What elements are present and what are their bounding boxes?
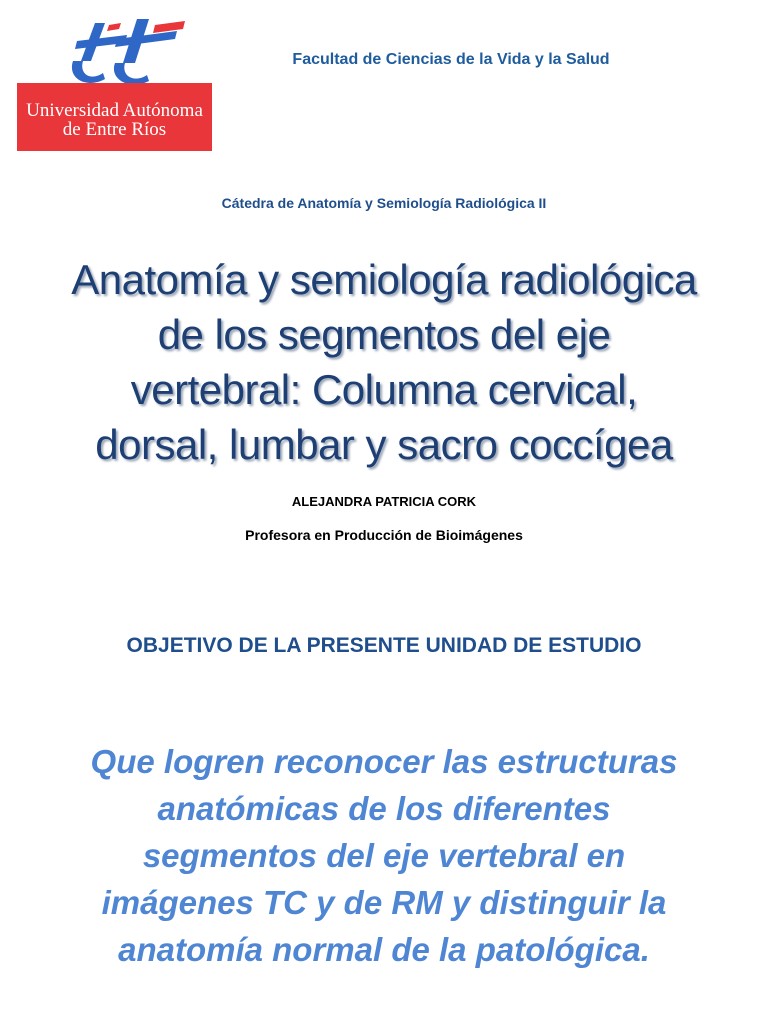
objective-line: anatomía normal de la patológica. [118, 931, 650, 968]
objective-text [30, 738, 738, 973]
university-logo [17, 17, 212, 151]
logo-text-line-1: Universidad Autónoma [26, 100, 203, 121]
objective-line: anatómicas de los diferentes [157, 790, 611, 827]
document-title [20, 252, 748, 472]
author-role: Profesora en Producción de Bioimágenes [245, 527, 523, 543]
objective-heading: OBJETIVO DE LA PRESENTE UNIDAD DE ESTUDIO [126, 634, 642, 657]
faculty-name: Facultad de Ciencias de la Vida y la Salud [292, 51, 610, 68]
catedra-heading: Cátedra de Anatomía y Semiología Radiológica II [221, 195, 547, 211]
title-line: vertebral: Columna cervical, [130, 366, 638, 413]
logo-text-line-2: de Entre Ríos [62, 119, 167, 140]
title-line: de los segmentos del eje [157, 311, 611, 358]
title-line: dorsal, lumbar y sacro coccígea [95, 421, 673, 468]
objective-line: Que logren reconocer las estructuras [90, 743, 678, 780]
objective-line: imágenes TC y de RM y distinguir la [101, 884, 667, 921]
title-line: Anatomía y semiología radiológica [71, 256, 697, 303]
author-name: ALEJANDRA PATRICIA CORK [291, 494, 477, 509]
university-logo-mark-icon [17, 17, 212, 87]
objective-line: segmentos del eje vertebral en [142, 837, 626, 874]
